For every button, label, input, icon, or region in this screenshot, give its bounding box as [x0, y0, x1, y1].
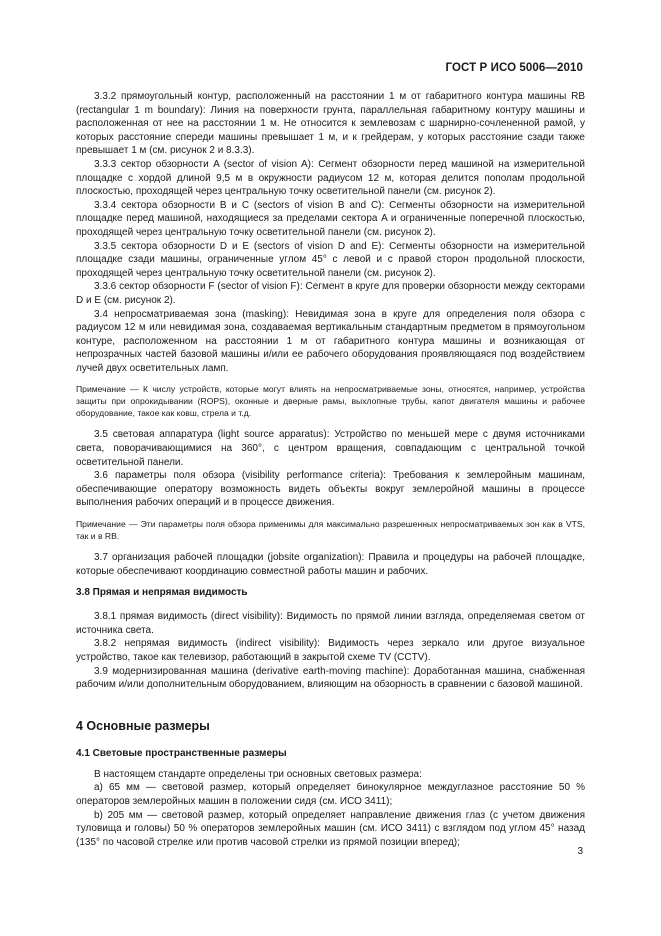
page-number: 3 [577, 846, 583, 857]
section-heading-4-1: 4.1 Световые пространственные размеры [76, 747, 287, 759]
clause-3-8-2: 3.8.2 непрямая видимость (indirect visibility): Видимость через зеркало или другое визуальное устройство, такое как телевизор, работающий в закрытой схеме ТV (CCTV). [76, 638, 585, 663]
clause-3-7: 3.7 организация рабочей площадки (jobsite organization): Правила и процедуры на рабочей площадке, которые обеспечивают координацию совместной работы машин и рабочих. [76, 552, 585, 577]
list-item-a: а) 65 мм — световой размер, который определяет бинокулярное междуглазное расстояние 50 % операторов землеройных машин в положении сидя (см. ИСО 3411); [76, 782, 585, 807]
section-heading-4: 4 Основные размеры [76, 718, 210, 733]
clause-3-3-3: 3.3.3 сектор обзорности A (sector of vision A): Сегмент обзорности перед машиной на измерительной площадке с хордой длиной 9,5 м в окружности радиусом 12 м, которая делится пополам продольной плоскостью, проходящей через центральную точку осветительной панели (см. рисунок 2). [76, 158, 585, 198]
clause-3-3-4: 3.3.4 сектора обзорности B и C (sectors of vision B and C): Сегменты обзорности на измерительной площадке перед машиной, находящиеся за пределами сектора A и ограниченные поперечной плоскостью, проходящей через центральную точку осветительной панели (см. рисунок 2). [76, 199, 585, 238]
clause-3-6: 3.6 параметры поля обзора (visibility performance criteria): Требования к землеройным машинам, обеспечивающие оператору возможность видеть объекты вокруг землеройной машины в процессе выполнения рабочих операций и в процессе движения. [76, 470, 585, 509]
clause-3-3-5: 3.3.5 сектора обзорности D и E (sectors of vision D and E): Сегменты обзорности на измерительной площадке сзади машины, ограниченные углом 45° с левой и с правой сторон продольной плоскости, проходящей через центральную точку осветительной панели (см. рисунок 2). [76, 240, 585, 279]
clause-3-4: 3.4 непросматриваемая зона (masking): Невидимая зона в круге для определения поля обзора с радиусом 12 м или невидимая зона, создаваемая вертикальным стандартным предметом в прямоугольном контуре, расположенном на расстоянии 1 м от габаритного контура машины и возникающая от непрозрачных частей базовой машины и/или ее рабочего оборудования проявляющаяся под воздействием лучей двух осветительных ламп. [76, 308, 585, 374]
clause-3-8-1: 3.8.1 прямая видимость (direct visibility): Видимость по прямой линии взгляда, определяемая светом от источника света. [76, 611, 585, 636]
clause-3-3-2: 3.3.2 прямоугольный контур, расположенный на расстоянии 1 м от габаритного контура машины RB (rectangular 1 m boundary): Линия на поверхности грунта, параллельная габаритному контуру машины и расположенная от нее на расстоянии 1 м. Не относится к землевозам с шарнирно-сочлененной рамой, у которых расстояние спереди машины превышает 1 м, и к грейдерам, у которых расстояние сзади также превышает 1 м (см. рисунок 2 и 8.3.3). [76, 91, 585, 157]
page-content [76, 90, 585, 849]
clause-3-9: 3.9 модернизированная машина (derivative earth-moving machine): Доработанная машина, снабженная рабочим и/или дополнительным оборудованием, влияющим на обзорность в сравнении с базовой машиной. [76, 665, 585, 691]
clause-3-5: 3.5 световая аппаратура (light source apparatus): Устройство по меньшей мере с двумя источниками света, поворачивающимися на 360°, с центром вращения, совпадающим с центральной точкой осветительной панели. [76, 429, 585, 468]
note-masking-devices: Примечание — К числу устройств, которые могут влиять на непросматриваемые зоны, относятся, например, устройства защиты при опрокидывании (ROPS), оконные и дверные рамы, выхлопные трубы, капот двигателя машины и рабочее оборудование, такое как ковш, стрела и т.д. [76, 384, 585, 419]
clause-4-1-intro: В настоящем стандарте определены три основных световых размера: [94, 768, 422, 780]
section-heading-3-8: 3.8 Прямая и непрямая видимость [76, 587, 248, 599]
list-item-b: b) 205 мм — световой размер, который определяет направление движения глаз (с учетом движения туловища и головы) 50 % операторов землеройных машин (см. ИСО 3411) с взглядом под углом 45° назад (135° по часовой стрелке или против часовой стрелки из прямой позиции вперед); [76, 809, 585, 848]
note-visibility-criteria: Примечание — Эти параметры поля обзора применимы для максимально разрешенных непросматриваемых зон как в VTS, так и в RB. [76, 519, 585, 542]
page-header-standard-id: ГОСТ Р ИСО 5006—2010 [445, 62, 583, 74]
clause-3-3-6: 3.3.6 сектор обзорности F (sector of vision F): Сегмент в круге для проверки обзорности между секторами D и E (см. рисунок 2). [76, 281, 585, 306]
